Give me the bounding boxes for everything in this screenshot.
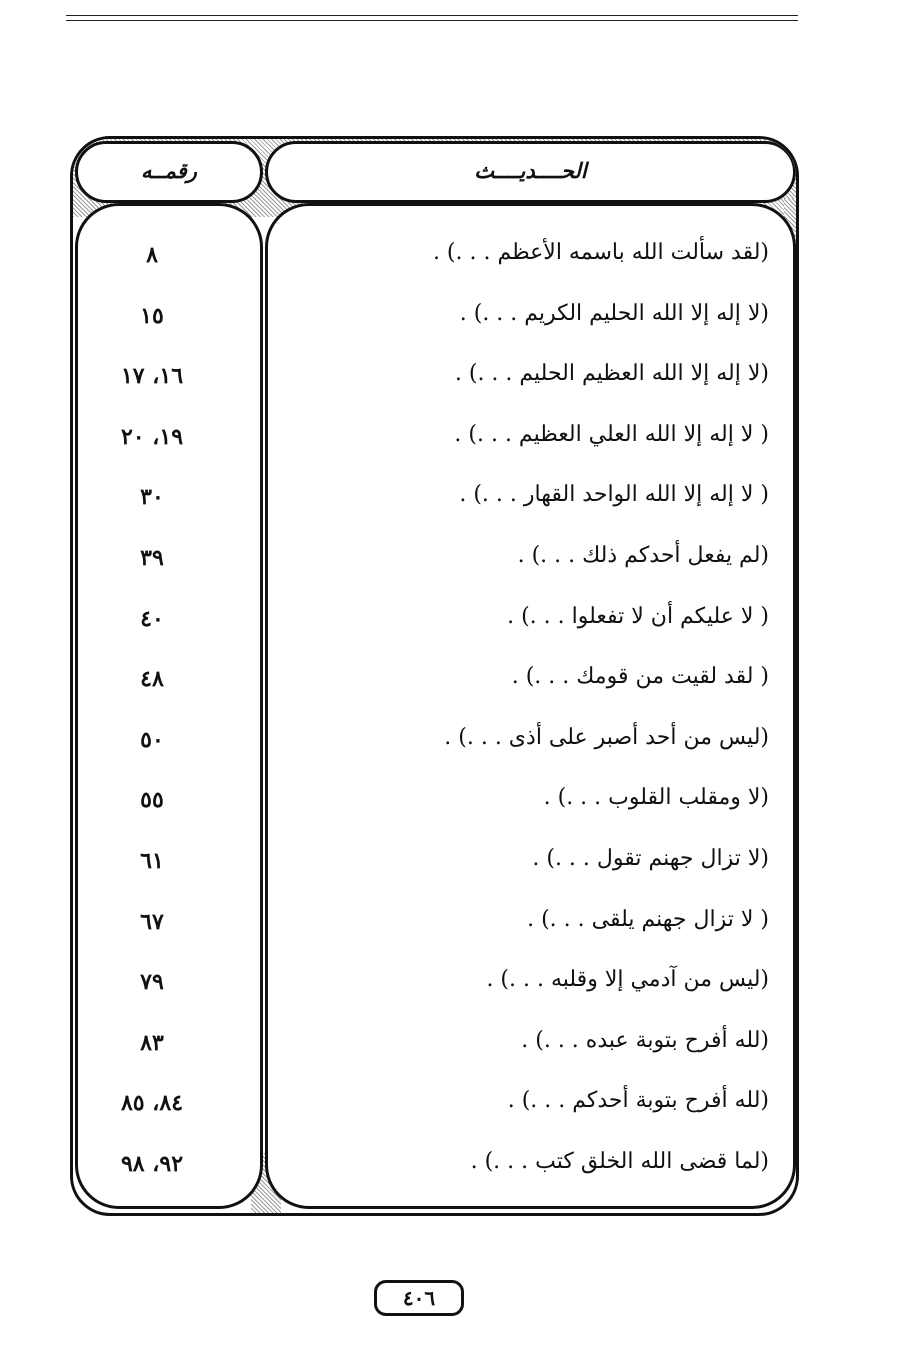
hadith-text: (لا إله إلا الله العظيم الحليم . . .) . xyxy=(454,361,769,387)
table-row xyxy=(70,1078,799,1139)
table-row xyxy=(70,654,799,715)
hadith-text: (لله أفرح بتوبة عبده . . .) . xyxy=(521,1027,769,1053)
hadith-number: ٩٢، ٩٨ xyxy=(120,1150,184,1177)
hadith-text: (لم يفعل أحدكم ذلك . . .) . xyxy=(517,542,769,568)
hadith-number: ١٦، ١٧ xyxy=(120,363,184,390)
hadith-number: ٦١ xyxy=(140,847,164,874)
hadith-text: ( لا إله إلا الله الواحد القهار . . .) . xyxy=(459,482,769,508)
table-row xyxy=(70,351,799,412)
hadith-number: ٥٥ xyxy=(140,787,164,814)
hadith-column-header-label: الحــــديــــث xyxy=(474,158,587,183)
hadith-number: ١٥ xyxy=(140,302,164,329)
table-row xyxy=(70,472,799,533)
table-row xyxy=(70,836,799,897)
hadith-text: (لا ومقلب القلوب . . .) . xyxy=(543,785,769,811)
hadith-text: ( لقد لقيت من قومك . . .) . xyxy=(511,664,769,690)
hadith-text: ( لا عليكم أن لا تفعلوا . . .) . xyxy=(507,603,769,629)
hadith-number: ٤٠ xyxy=(140,605,164,632)
hadith-text: (لقد سألت الله باسمه الأعظم . . .) . xyxy=(432,240,769,265)
hadith-number: ٨٤، ٨٥ xyxy=(120,1090,184,1117)
hadith-text: (ليس من آدمي إلا وقلبه . . .) . xyxy=(486,967,769,993)
table-row xyxy=(70,230,799,291)
table-row xyxy=(70,412,799,473)
hadith-column-header xyxy=(265,141,796,203)
hadith-number: ٨ xyxy=(146,242,158,268)
table-row xyxy=(70,1139,799,1200)
hadith-number: ٣٩ xyxy=(140,544,164,571)
table-row xyxy=(70,957,799,1018)
hadith-number: ١٩، ٢٠ xyxy=(120,423,184,450)
hadith-text: ( لا تزال جهنم يلقى . . .) . xyxy=(527,906,769,932)
hadith-number: ٧٩ xyxy=(140,969,164,996)
hadith-text: (لا تزال جهنم تقول . . .) . xyxy=(532,845,769,871)
hadith-text: ( لا إله إلا الله العلي العظيم . . .) . xyxy=(454,421,769,447)
table-row xyxy=(70,594,799,655)
table-row xyxy=(70,775,799,836)
hadith-number: ٥٠ xyxy=(140,726,164,753)
hadith-text: (لما قضى الله الخلق كتب . . .) . xyxy=(470,1148,769,1174)
top-rule xyxy=(66,15,798,16)
table-row xyxy=(70,291,799,352)
hadith-text: (لا إله إلا الله الحليم الكريم . . .) . xyxy=(459,300,769,326)
index-rows xyxy=(70,230,799,1200)
page-number: ٤٠٦ xyxy=(374,1280,464,1316)
hadith-number: ٤٨ xyxy=(140,666,164,693)
table-row xyxy=(70,1018,799,1079)
top-rule xyxy=(66,20,798,21)
hadith-text: (ليس من أحد أصبر على أذى . . .) . xyxy=(444,724,769,750)
table-row xyxy=(70,715,799,776)
hadith-number: ٨٣ xyxy=(140,1029,164,1056)
hadith-number: ٦٧ xyxy=(140,908,164,935)
hadith-text: (لله أفرح بتوبة أحدكم . . .) . xyxy=(507,1088,769,1114)
hadith-number: ٣٠ xyxy=(140,484,164,511)
number-column-header-label: رقمــه xyxy=(141,158,197,183)
number-column-header xyxy=(75,141,263,203)
table-row xyxy=(70,533,799,594)
table-row xyxy=(70,897,799,958)
